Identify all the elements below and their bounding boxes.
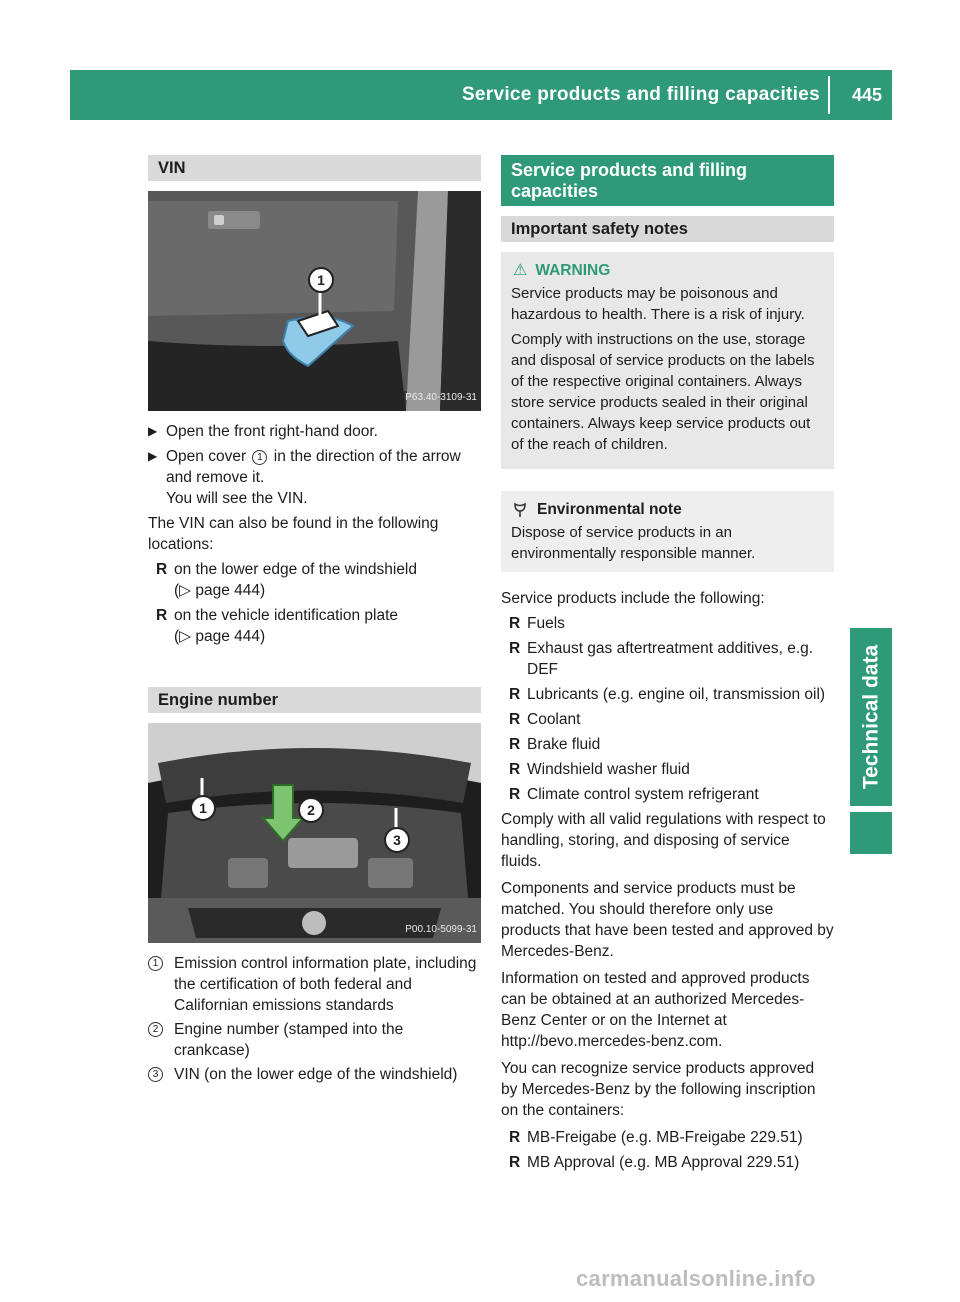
- bullet-icon: R: [509, 736, 521, 753]
- product-item: R Fuels: [509, 615, 565, 632]
- engine-callout-1: 1: [190, 795, 216, 821]
- page-ref-link[interactable]: (▷ page 444): [174, 582, 266, 599]
- right-column: [501, 155, 834, 1173]
- engine-image: [148, 723, 481, 943]
- step-arrow-icon: ▶: [148, 424, 158, 438]
- callout-ref-1: 1: [252, 450, 267, 465]
- vin-heading: VIN: [148, 155, 481, 181]
- vin-image-code: P63.40-3109-31: [405, 392, 477, 403]
- header-separator: [828, 76, 830, 114]
- safety-subheading: Important safety notes: [501, 216, 834, 242]
- bullet-icon: R: [509, 1154, 521, 1171]
- service-heading: Service products and filling capacities: [501, 155, 834, 206]
- include-intro: Service products include the following:: [501, 590, 765, 607]
- bullet-icon: R: [509, 1129, 521, 1146]
- bullet-icon: R: [509, 711, 521, 728]
- product-item: R Climate control system refrigerant: [509, 786, 759, 803]
- bullet-icon: R: [509, 761, 521, 778]
- recognize-paragraph: You can recognize service products approved by Mercedes-Benz by the following inscription on the containers:: [501, 1060, 816, 1119]
- page-header: [70, 70, 892, 120]
- vin-step-2: ▶ Open cover 1 in the direction of the arrow and remove it. You will see the VIN.: [148, 448, 461, 507]
- matching-paragraph: Components and service products must be matched. You should therefore only use products that have been tested and approved by Mercedes-Benz.: [501, 880, 834, 960]
- inscription-item: R MB Approval (e.g. MB Approval 229.51): [509, 1154, 800, 1171]
- inscription-item: R MB-Freigabe (e.g. MB-Freigabe 229.51): [509, 1129, 803, 1146]
- callout-ref-2: 2: [148, 1022, 163, 1037]
- product-item: R Exhaust gas aftertreatment additives, e.g. DEF: [509, 640, 814, 678]
- vin-location-2: R on the vehicle identification plate (▷ page 444): [156, 607, 399, 645]
- bullet-icon: R: [509, 640, 521, 657]
- engine-illustration: [148, 723, 481, 943]
- product-item: R Coolant: [509, 711, 581, 728]
- warning-box: [501, 252, 834, 469]
- vin-intro: The VIN can also be found in the following locations:: [148, 515, 439, 553]
- header-title: Service products and filling capacities: [461, 84, 820, 105]
- step-arrow-icon: ▶: [148, 449, 158, 463]
- warning-title: ⚠ WARNING: [513, 262, 611, 279]
- engine-legend-1: 1 Emission control information plate, including the certification of both federal and Californian emissions standards: [148, 953, 481, 1016]
- bullet-icon: R: [509, 686, 521, 703]
- callout-ref-1: 1: [148, 956, 163, 971]
- product-item: R Lubricants (e.g. engine oil, transmission oil): [509, 686, 826, 703]
- information-paragraph: Information on tested and approved products can be obtained at an authorized Mercedes-Benz Center or on the Internet at http://bevo.mercedes-benz.com.: [501, 970, 810, 1050]
- engine-legend-2: 2 Engine number (stamped into the crankcase): [148, 1019, 481, 1061]
- warning-triangle-icon: ⚠: [513, 262, 528, 279]
- environment-title: Environmental note: [511, 499, 826, 520]
- bullet-icon: R: [509, 786, 521, 803]
- vin-illustration: [148, 191, 481, 411]
- side-tab-label: Technical data: [859, 644, 883, 790]
- vin-image: [148, 191, 481, 411]
- bullet-icon: R: [156, 561, 168, 578]
- engine-callout-3: 3: [384, 827, 410, 853]
- side-square: [850, 812, 892, 854]
- bullet-icon: R: [156, 607, 168, 624]
- engine-legend-3: 3 VIN (on the lower edge of the windshield): [148, 1064, 481, 1085]
- vin-location-1: R on the lower edge of the windshield (▷ page 444): [156, 561, 417, 599]
- environment-box: [501, 491, 834, 572]
- engine-heading: Engine number: [148, 687, 481, 713]
- vin-step-1: ▶ Open the front right-hand door.: [148, 423, 378, 440]
- environment-text: Dispose of service products in an environmentally responsible manner.: [511, 524, 756, 562]
- vin-result: You will see the VIN.: [166, 490, 308, 507]
- vin-callout-1: 1: [308, 267, 334, 293]
- bullet-icon: R: [509, 615, 521, 632]
- product-item: R Brake fluid: [509, 736, 601, 753]
- warning-text-2: Comply with instructions on the use, storage and disposal of service products on the labels of the respective original containers. Always store service products sealed in their original containers. Always keep service products out of the reach of children.: [511, 331, 815, 453]
- side-tab: [850, 628, 892, 806]
- engine-image-code: P00.10-5099-31: [405, 924, 477, 935]
- watermark: carmanualsonline.info: [576, 1266, 816, 1291]
- engine-callout-2: 2: [298, 797, 324, 823]
- regulations-paragraph: Comply with all valid regulations with respect to handling, storing, and disposing of service fluids.: [501, 811, 826, 870]
- leaf-icon: [513, 502, 527, 518]
- warning-text-1: Service products may be poisonous and hazardous to health. There is a risk of injury.: [511, 285, 805, 323]
- page-ref-link[interactable]: (▷ page 444): [174, 628, 266, 645]
- page-number: 445: [851, 85, 882, 105]
- left-column: [148, 155, 481, 1088]
- callout-ref-3: 3: [148, 1067, 163, 1082]
- product-item: R Windshield washer fluid: [509, 761, 690, 778]
